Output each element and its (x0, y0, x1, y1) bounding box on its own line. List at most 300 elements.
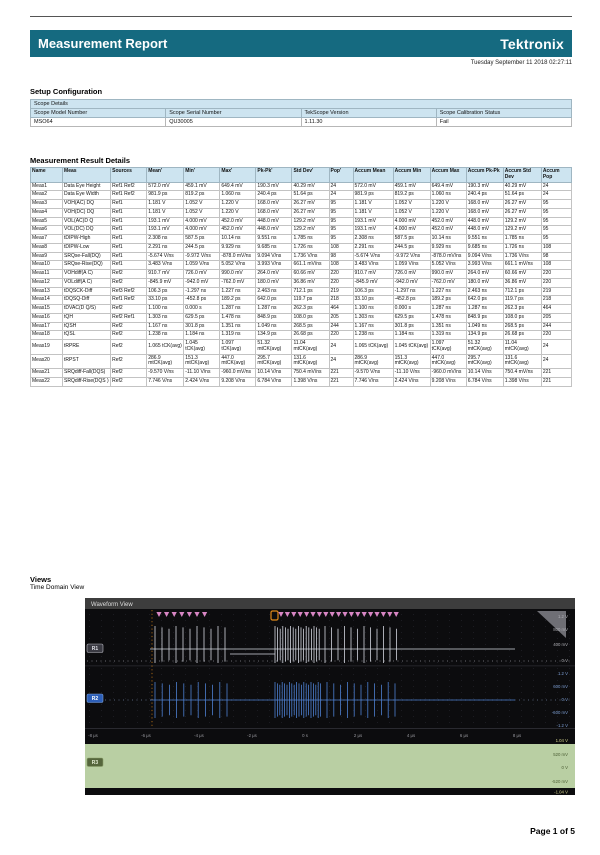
table-cell: Meas1 (31, 182, 63, 191)
table-cell: 218 (541, 296, 571, 305)
graticule-dot (353, 716, 354, 717)
table-cell: 9.929 ns (220, 243, 256, 252)
graticule-dot (197, 674, 198, 675)
graticule-dot (113, 638, 114, 639)
graticule-dot (305, 656, 306, 657)
graticule-dot (185, 650, 186, 651)
table-row (31, 313, 572, 322)
graticule-dot (317, 692, 318, 693)
graticule-dot (533, 722, 534, 723)
table-cell: 981.9 ps (147, 191, 184, 200)
y-axis-label: -600 mV (551, 710, 568, 715)
graticule-dot (329, 626, 330, 627)
graticule-dot (113, 626, 114, 627)
table-cell: 1.319 ns (430, 331, 466, 340)
table-cell: 642.0 ps (256, 296, 292, 305)
table-cell: Ref1 (111, 208, 147, 217)
graticule-dot (353, 614, 354, 615)
table-cell: Ref2 (111, 331, 147, 340)
graticule-dot (257, 662, 258, 663)
graticule-dot (137, 662, 138, 663)
table-cell: 218 (329, 296, 353, 305)
graticule-dot (353, 656, 354, 657)
graticule-dot (281, 674, 282, 675)
graticule-dot (545, 680, 546, 681)
graticule-dot (221, 626, 222, 627)
table-cell: 219 (541, 287, 571, 296)
graticule-dot (257, 722, 258, 723)
table-row (31, 287, 572, 296)
graticule-dot (377, 710, 378, 711)
graticule-dot (233, 662, 234, 663)
graticule-dot (497, 662, 498, 663)
graticule-dot (521, 704, 522, 705)
measurement-result-table (30, 167, 572, 387)
graticule-dot (233, 656, 234, 657)
table-cell: 848.9 ps (466, 313, 503, 322)
table-cell: 6.784 V/ns (466, 377, 503, 386)
table-cell: 1.287 ns (256, 305, 292, 314)
graticule-dot (521, 638, 522, 639)
table-cell: 24 (541, 182, 571, 191)
table-cell: 168.0 mV (256, 200, 292, 209)
column-header: Max' (220, 168, 256, 183)
graticule-dot (209, 620, 210, 621)
column-header: Meas (63, 168, 111, 183)
column-header: Accum Max (430, 168, 466, 183)
graticule-dot (125, 704, 126, 705)
table-cell: 1.184 ns (393, 331, 430, 340)
graticule-dot (449, 698, 450, 699)
measurement-details-heading: Measurement Result Details (30, 156, 131, 165)
graticule-dot (317, 668, 318, 669)
graticule-dot (329, 620, 330, 621)
graticule-dot (473, 638, 474, 639)
graticule-dot (209, 656, 210, 657)
graticule-dot (437, 674, 438, 675)
graticule-dot (209, 650, 210, 651)
table-cell: 1.052 V (184, 200, 220, 209)
table-cell: 1.100 ns (353, 305, 393, 314)
graticule-dot (125, 626, 126, 627)
graticule-dot (437, 716, 438, 717)
graticule-dot (353, 710, 354, 711)
graticule-dot (245, 692, 246, 693)
graticule-dot (485, 650, 486, 651)
table-cell: 24 (541, 191, 571, 200)
graticule-dot (521, 698, 522, 699)
graticule-dot (437, 614, 438, 615)
graticule-dot (89, 722, 90, 723)
table-cell: 1.052 V (184, 208, 220, 217)
table-cell: 151.3 mtCK(avg) (184, 354, 220, 369)
graticule-dot (185, 674, 186, 675)
graticule-dot (545, 620, 546, 621)
graticule-dot (521, 710, 522, 711)
graticule-dot (533, 704, 534, 705)
graticule-dot (185, 644, 186, 645)
table-cell: Ref2 (111, 278, 147, 287)
table-cell: 448.0 mV (256, 217, 292, 226)
graticule-dot (221, 662, 222, 663)
graticule-dot (257, 692, 258, 693)
graticule-dot (341, 668, 342, 669)
graticule-dot (473, 686, 474, 687)
table-cell: 448.0 mV (466, 217, 503, 226)
table-cell: -1.297 ns (184, 287, 220, 296)
graticule-dot (89, 662, 90, 663)
graticule-dot (533, 644, 534, 645)
graticule-dot (401, 662, 402, 663)
graticule-dot (533, 710, 534, 711)
table-cell: 108 (541, 261, 571, 270)
graticule-dot (305, 692, 306, 693)
graticule-dot (269, 614, 270, 615)
table-row (31, 217, 572, 226)
y-axis-label: 520 mV (553, 752, 568, 757)
table-cell: 129.2 mV (292, 217, 329, 226)
graticule-dot (209, 632, 210, 633)
graticule-dot (149, 656, 150, 657)
graticule-dot (233, 668, 234, 669)
graticule-dot (389, 668, 390, 669)
table-cell: 244 (541, 322, 571, 331)
channel-badge-label: R3 (91, 760, 99, 767)
table-cell: 24 (541, 354, 571, 369)
graticule-dot (461, 716, 462, 717)
graticule-dot (137, 704, 138, 705)
graticule-dot (509, 650, 510, 651)
graticule-dot (281, 710, 282, 711)
graticule-dot (269, 632, 270, 633)
table-cell: Ref1 (111, 252, 147, 261)
graticule-dot (365, 662, 366, 663)
graticule-dot (473, 668, 474, 669)
table-cell: 1.065 tCK(avg) (353, 340, 393, 355)
graticule-dot (245, 638, 246, 639)
graticule-dot (293, 692, 294, 693)
graticule-dot (257, 632, 258, 633)
y-axis-label: 0 V (561, 765, 568, 770)
graticule-dot (473, 698, 474, 699)
graticule-dot (233, 680, 234, 681)
graticule-dot (389, 710, 390, 711)
table-cell: 452.0 mV (220, 217, 256, 226)
table-cell: 1.100 ns (147, 305, 184, 314)
graticule-dot (305, 644, 306, 645)
graticule-dot (521, 662, 522, 663)
graticule-dot (437, 680, 438, 681)
graticule-dot (449, 704, 450, 705)
table-cell: Meas16 (31, 313, 63, 322)
table-cell: 60.66 mV (292, 270, 329, 279)
table-cell: 3.483 V/ns (147, 261, 184, 270)
table-cell: VOHdiff(A C) (63, 270, 111, 279)
graticule-dot (365, 698, 366, 699)
graticule-dot (485, 704, 486, 705)
graticule-dot (413, 716, 414, 717)
graticule-dot (557, 668, 558, 669)
graticule-dot (389, 704, 390, 705)
graticule-dot (197, 710, 198, 711)
graticule-dot (497, 680, 498, 681)
table-cell: 119.7 ps (292, 296, 329, 305)
graticule-dot (497, 656, 498, 657)
graticule-dot (437, 698, 438, 699)
graticule-dot (125, 644, 126, 645)
table-cell: 11.04 mtCK(avg) (503, 340, 541, 355)
graticule-dot (161, 704, 162, 705)
graticule-dot (89, 614, 90, 615)
graticule-dot (461, 662, 462, 663)
graticule-dot (533, 662, 534, 663)
graticule-dot (341, 656, 342, 657)
table-cell: 587.5 ps (393, 235, 430, 244)
graticule-dot (473, 662, 474, 663)
table-cell: 2.463 ns (256, 287, 292, 296)
graticule-dot (569, 704, 570, 705)
graticule-dot (125, 716, 126, 717)
graticule-dot (149, 650, 150, 651)
graticule-dot (401, 698, 402, 699)
table-cell: 1.181 V (147, 208, 184, 217)
graticule-dot (281, 680, 282, 681)
graticule-dot (473, 716, 474, 717)
graticule-dot (281, 692, 282, 693)
graticule-dot (89, 710, 90, 711)
table-cell: Meas2 (31, 191, 63, 200)
table-cell: 819.2 ps (184, 191, 220, 200)
table-cell: 1.220 V (430, 208, 466, 217)
graticule-dot (497, 698, 498, 699)
table-cell: 1.060 ns (220, 191, 256, 200)
table-cell: tDQSCK-Diff (63, 287, 111, 296)
graticule-dot (377, 686, 378, 687)
graticule-dot (413, 710, 414, 711)
graticule-dot (305, 620, 306, 621)
graticule-dot (425, 722, 426, 723)
table-cell: -9.570 V/ns (353, 369, 393, 378)
table-cell: Meas9 (31, 252, 63, 261)
table-cell: 1.052 V (393, 208, 430, 217)
graticule-dot (545, 632, 546, 633)
graticule-dot (233, 710, 234, 711)
graticule-dot (305, 632, 306, 633)
graticule-dot (245, 626, 246, 627)
table-row (31, 100, 572, 109)
table-cell: 108.0 ps (292, 313, 329, 322)
table-cell: 60.66 mV (503, 270, 541, 279)
graticule-dot (557, 704, 558, 705)
graticule-dot (293, 686, 294, 687)
table-cell: 24 (329, 340, 353, 355)
graticule-dot (113, 704, 114, 705)
graticule-dot (281, 722, 282, 723)
graticule-dot (509, 620, 510, 621)
graticule-dot (221, 674, 222, 675)
table-cell: SRQdiff-Fall(DQS) (63, 369, 111, 378)
graticule-dot (485, 626, 486, 627)
views-heading: Views (30, 575, 52, 584)
graticule-dot (149, 620, 150, 621)
table-cell: 40.29 mV (503, 182, 541, 191)
graticule-dot (245, 710, 246, 711)
graticule-dot (521, 722, 522, 723)
table-cell: 1.238 ns (353, 331, 393, 340)
graticule-dot (545, 686, 546, 687)
table-cell: -845.9 mV (147, 278, 184, 287)
graticule-dot (89, 716, 90, 717)
graticule-dot (497, 620, 498, 621)
graticule-dot (509, 698, 510, 699)
graticule-dot (533, 632, 534, 633)
graticule-dot (353, 668, 354, 669)
table-cell: 910.7 mV (147, 270, 184, 279)
table-cell: Data Eye Height (63, 182, 111, 191)
graticule-dot (377, 680, 378, 681)
table-row (31, 270, 572, 279)
table-cell: 193.1 mV (147, 226, 184, 235)
graticule-dot (365, 686, 366, 687)
graticule-dot (461, 614, 462, 615)
table-cell: 1.181 V (353, 200, 393, 209)
graticule-dot (353, 626, 354, 627)
graticule-dot (161, 698, 162, 699)
graticule-dot (569, 662, 570, 663)
graticule-dot (161, 626, 162, 627)
table-cell: 750.4 mV/ns (292, 369, 329, 378)
table-cell: 1.726 ns (503, 243, 541, 252)
graticule-dot (269, 620, 270, 621)
table-cell: 7.746 V/ns (353, 377, 393, 386)
graticule-dot (221, 692, 222, 693)
table-cell: 9.094 V/ns (256, 252, 292, 261)
table-cell: -762.0 mV (430, 278, 466, 287)
graticule-dot (269, 692, 270, 693)
table-cell: Ref1 Ref2 (111, 191, 147, 200)
table-cell: 649.4 mV (430, 182, 466, 191)
graticule-dot (485, 644, 486, 645)
table-cell: 295.7 mtCK(avg) (466, 354, 503, 369)
graticule-dot (569, 644, 570, 645)
table-cell: 95 (541, 235, 571, 244)
graticule-dot (221, 668, 222, 669)
graticule-dot (101, 692, 102, 693)
graticule-dot (137, 626, 138, 627)
graticule-dot (245, 614, 246, 615)
table-cell: -878.0 mV/ns (430, 252, 466, 261)
graticule-dot (413, 662, 414, 663)
graticule-dot (173, 722, 174, 723)
graticule-dot (293, 716, 294, 717)
table-cell: 205 (541, 313, 571, 322)
graticule-dot (425, 614, 426, 615)
graticule-dot (341, 686, 342, 687)
table-row (31, 354, 572, 369)
table-cell: 1.167 ns (353, 322, 393, 331)
graticule-dot (221, 644, 222, 645)
graticule-dot (317, 674, 318, 675)
graticule-dot (209, 674, 210, 675)
graticule-dot (485, 722, 486, 723)
graticule-dot (89, 680, 90, 681)
table-cell: tQSL (63, 331, 111, 340)
graticule-dot (113, 620, 114, 621)
graticule-dot (425, 656, 426, 657)
graticule-dot (233, 686, 234, 687)
table-cell: 2.463 ns (466, 287, 503, 296)
graticule-dot (125, 638, 126, 639)
graticule-dot (377, 716, 378, 717)
graticule-dot (473, 722, 474, 723)
graticule-dot (425, 626, 426, 627)
graticule-dot (101, 716, 102, 717)
graticule-dot (533, 692, 534, 693)
graticule-dot (461, 632, 462, 633)
graticule-dot (113, 692, 114, 693)
graticule-dot (365, 638, 366, 639)
graticule-dot (269, 716, 270, 717)
table-cell: Ref1 (111, 243, 147, 252)
table-cell: 1.097 tCK(avg) (220, 340, 256, 355)
table-cell: Ref2 (111, 369, 147, 378)
graticule-dot (269, 722, 270, 723)
graticule-dot (89, 656, 90, 657)
table-cell: 24 (329, 354, 353, 369)
graticule-dot (413, 704, 414, 705)
table-row (31, 331, 572, 340)
column-header: Accum Std Dev (503, 168, 541, 183)
table-cell: 990.0 mV (430, 270, 466, 279)
table-cell: 2.308 ns (147, 235, 184, 244)
graticule-dot (113, 698, 114, 699)
graticule-dot (113, 668, 114, 669)
table-cell: Ref2 (111, 270, 147, 279)
table-row (31, 226, 572, 235)
graticule-dot (209, 686, 210, 687)
graticule-dot (185, 614, 186, 615)
graticule-dot (233, 626, 234, 627)
graticule-dot (101, 668, 102, 669)
graticule-dot (185, 638, 186, 639)
graticule-dot (197, 680, 198, 681)
table-cell: 36.86 mV (503, 278, 541, 287)
graticule-dot (101, 620, 102, 621)
graticule-dot (329, 638, 330, 639)
table-cell: 587.5 ps (184, 235, 220, 244)
graticule-dot (341, 614, 342, 615)
graticule-dot (221, 620, 222, 621)
graticule-dot (269, 686, 270, 687)
table-cell: 1.478 ns (430, 313, 466, 322)
table-cell: 726.0 mV (393, 270, 430, 279)
graticule-dot (569, 614, 570, 615)
graticule-dot (329, 698, 330, 699)
graticule-dot (173, 620, 174, 621)
graticule-dot (341, 650, 342, 651)
graticule-dot (509, 674, 510, 675)
graticule-dot (245, 650, 246, 651)
y-axis-label: -1.04 V (554, 789, 568, 795)
graticule-dot (353, 650, 354, 651)
table-cell: 24 (329, 182, 353, 191)
graticule-dot (245, 698, 246, 699)
table-cell: 301.8 ps (393, 322, 430, 331)
graticule-dot (197, 668, 198, 669)
table-cell: 1.059 V/ns (393, 261, 430, 270)
table-cell: VOL(DC) DQ (63, 226, 111, 235)
table-cell: SRQdiff-Rise(DQS ) (63, 377, 111, 386)
